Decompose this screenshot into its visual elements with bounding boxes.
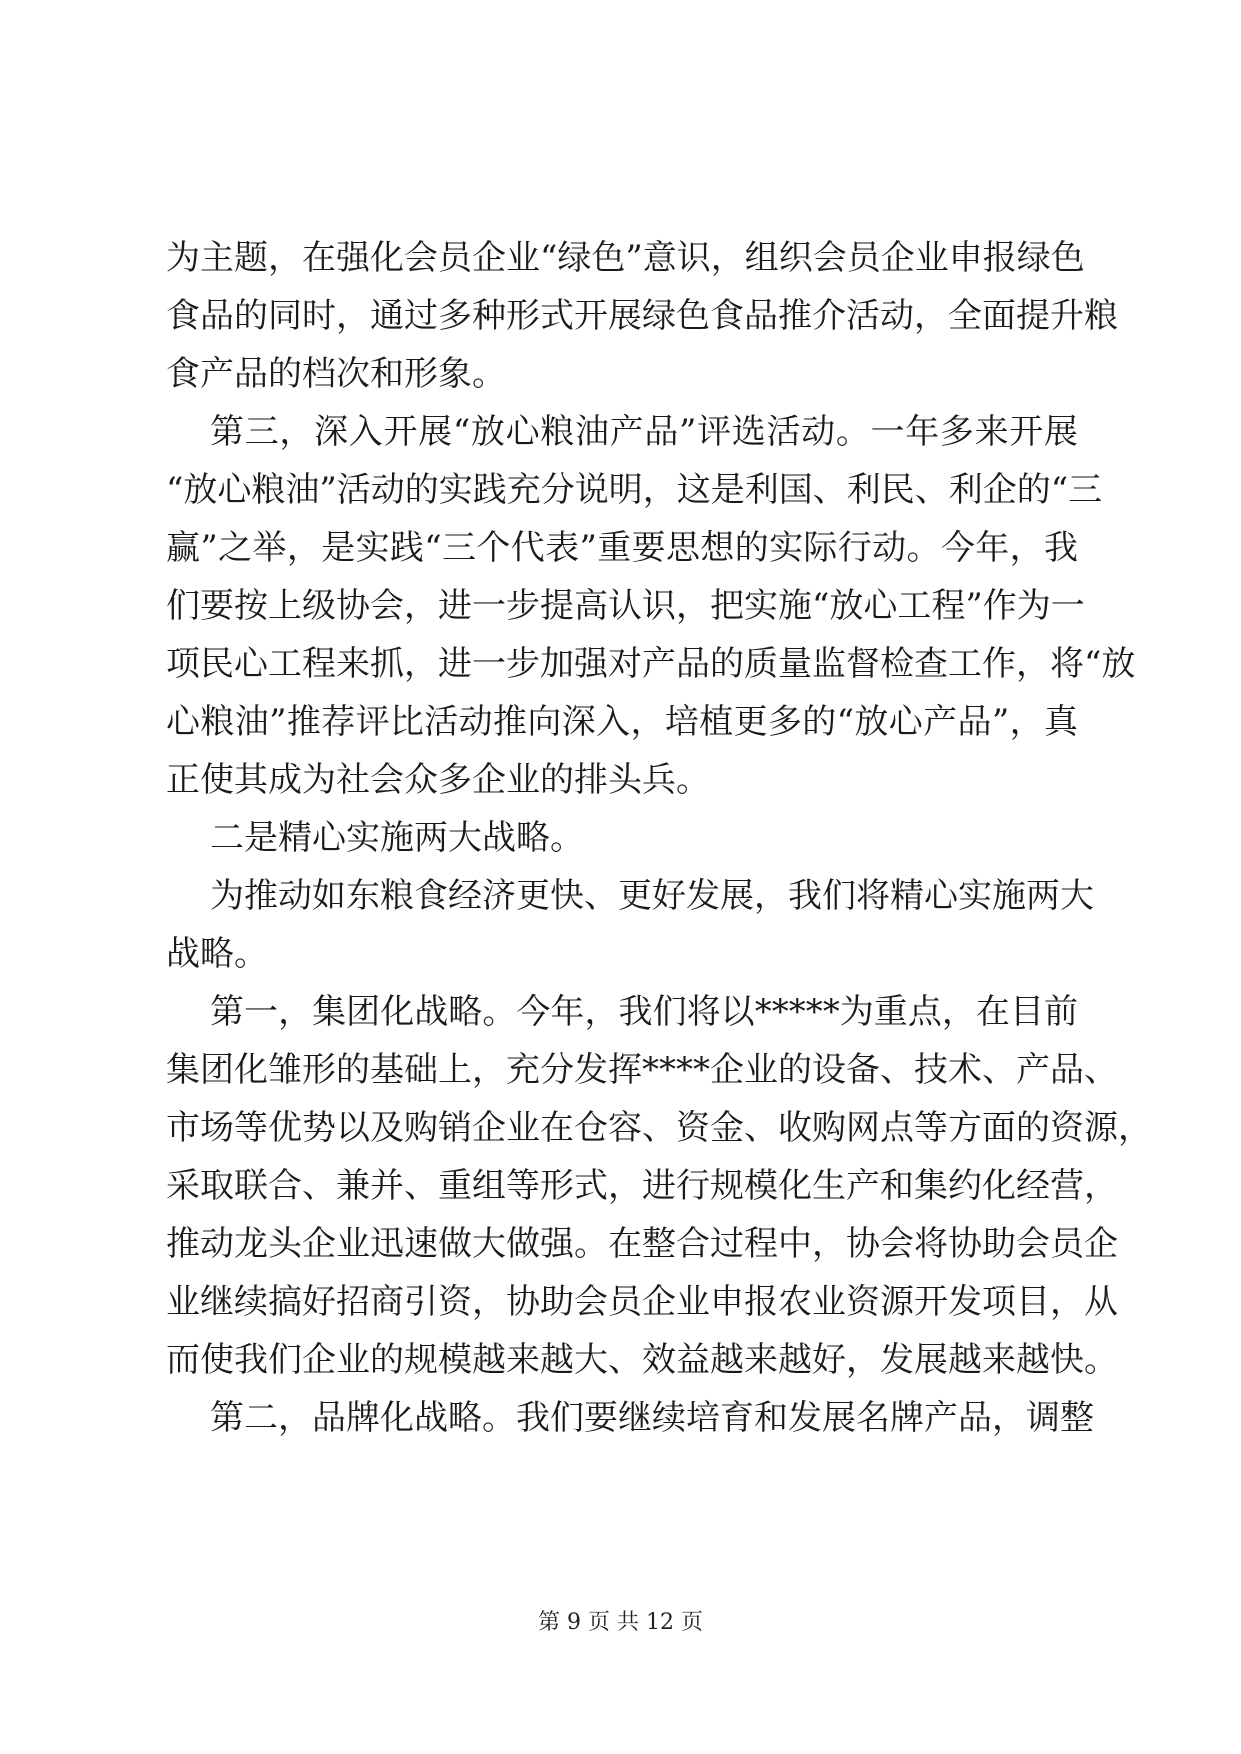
paragraph-first-line: 第一，集团化战略。今年，我们将以*****为重点，在目前 [210, 992, 1078, 1032]
text-line: 项民心工程来抓，进一步加强对产品的质量监督检查工作，将“放 [166, 644, 1136, 684]
text-line: 心粮油”推荐评比活动推向深入，培植更多的“放心产品”，真 [166, 702, 1078, 742]
text-line: 们要按上级协会，进一步提高认识，把实施“放心工程”作为一 [166, 586, 1085, 626]
text-line: 而使我们企业的规模越来越大、效益越来越好，发展越来越快。 [166, 1340, 1118, 1380]
text-line: 食产品的档次和形象。 [166, 354, 506, 394]
paragraph-first-line: 第三，深入开展“放心粮油产品”评选活动。一年多来开展 [210, 412, 1078, 452]
text-line: 集团化雏形的基础上，充分发挥****企业的设备、技术、产品、 [166, 1050, 1118, 1090]
text-line: 为主题，在强化会员企业“绿色”意识，组织会员企业申报绿色 [166, 238, 1085, 278]
section-heading: 二是精心实施两大战略。 [210, 818, 584, 858]
page-footer: 第 9 页 共 12 页 [538, 1610, 703, 1635]
text-line: 正使其成为社会众多企业的排头兵。 [166, 760, 710, 800]
text-line: 推动龙头企业迅速做大做强。在整合过程中，协会将协助会员企 [166, 1224, 1118, 1264]
text-line: 战略。 [166, 934, 268, 974]
paragraph-first-line: 为推动如东粮食经济更快、更好发展，我们将精心实施两大 [210, 876, 1094, 916]
text-line: 市场等优势以及购销企业在仓容、资金、收购网点等方面的资源， [166, 1108, 1152, 1148]
paragraph-first-line: 第二，品牌化战略。我们要继续培育和发展名牌产品，调整 [210, 1398, 1094, 1438]
text-line: 业继续搞好招商引资，协助会员企业申报农业资源开发项目，从 [166, 1282, 1118, 1322]
text-line: “放心粮油”活动的实践充分说明，这是利国、利民、利企的“三 [166, 470, 1103, 510]
text-line: 采取联合、兼并、重组等形式，进行规模化生产和集约化经营， [166, 1166, 1118, 1206]
text-line: 赢”之举，是实践“三个代表”重要思想的实际行动。今年，我 [166, 528, 1078, 568]
text-line: 食品的同时，通过多种形式开展绿色食品推介活动，全面提升粮 [166, 296, 1118, 336]
